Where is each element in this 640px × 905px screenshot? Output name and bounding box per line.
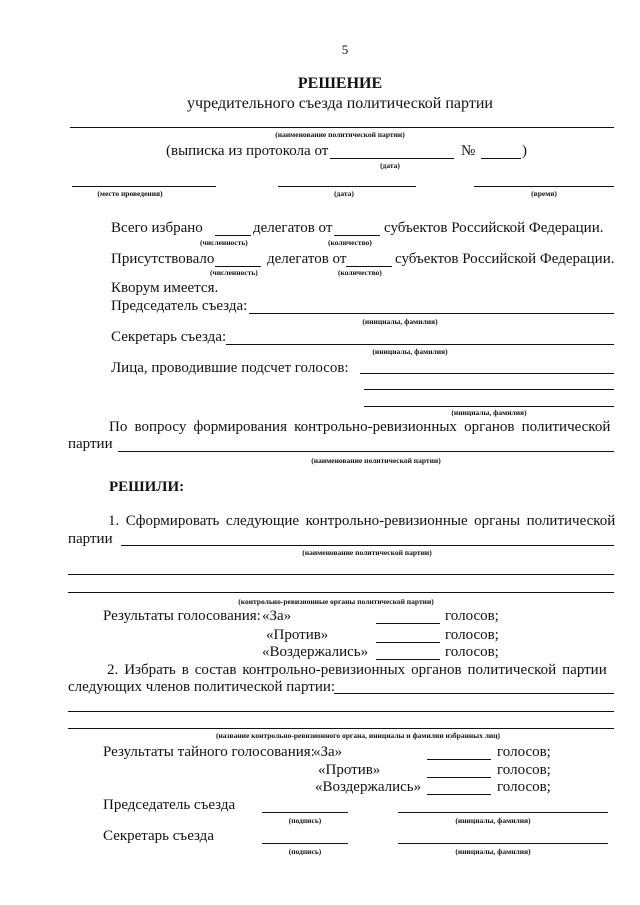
vote-for-label: «За»	[262, 608, 292, 624]
page-number: 5	[341, 42, 349, 57]
hint-place: (место проведения)	[97, 189, 163, 198]
secret-vote-against-line[interactable]	[427, 777, 491, 778]
elected-count-line[interactable]	[215, 235, 251, 236]
item1-bodies-line-2[interactable]	[68, 592, 614, 593]
item2-members-line-2[interactable]	[68, 711, 614, 712]
secret-vote-against-votes: голосов;	[497, 762, 551, 778]
item2-line-2: следующих членов политической партии:	[68, 679, 336, 695]
secretary-signature-line[interactable]	[262, 843, 348, 844]
party-name-line[interactable]	[70, 127, 614, 128]
item2-members-line-1[interactable]	[334, 693, 614, 694]
hint-protocol-date: (дата)	[380, 161, 400, 170]
hint-secretary-signature: (подпись)	[288, 847, 322, 856]
item1-line-1: 1. Сформировать следующие контрольно-ревизионные органы политической	[108, 513, 616, 529]
hint-party-name: (наименование политической партии)	[275, 130, 405, 139]
hint-counters: (инициалы, фамилия)	[451, 408, 527, 417]
item1-line-2: партии	[68, 531, 113, 547]
document-subtitle: учредительного съезда политической партии	[187, 95, 493, 112]
secret-vote-label: Результаты тайного голосования:	[103, 744, 315, 760]
vote-against-label: «Против»	[266, 627, 329, 643]
vote-abstain-votes: голосов;	[445, 644, 499, 660]
hint-elected-count: (численность)	[200, 238, 248, 247]
elected-subjects: субъектов Российской Федерации.	[384, 220, 604, 236]
secretary-line[interactable]	[226, 344, 614, 345]
hint-chairman-initials: (инициалы, фамилия)	[455, 816, 531, 825]
present-label: Присутствовало	[111, 251, 215, 267]
secretary-label: Секретарь съезда:	[111, 329, 227, 345]
chairman-label: Председатель съезда:	[111, 298, 248, 314]
hint-secretary-initials: (инициалы, фамилия)	[455, 847, 531, 856]
hint-question-party: (наименование политической партии)	[311, 456, 441, 465]
present-delegates: делегатов от	[267, 251, 347, 267]
chairman-sign-label: Председатель съезда	[103, 797, 236, 813]
vote-for-votes: голосов;	[445, 608, 499, 624]
elected-subjects-line[interactable]	[334, 235, 380, 236]
secretary-initials-line[interactable]	[398, 843, 608, 844]
hint-body-names: (название контрольно-ревизионного органа, инициалы и фамилии избранных лиц)	[215, 731, 501, 740]
vote-abstain-line[interactable]	[376, 659, 440, 660]
document-title: РЕШЕНИЕ	[297, 75, 383, 92]
hint-audit-bodies: (контрольно-ревизионные органы политической партии)	[238, 597, 434, 606]
chairman-line[interactable]	[249, 313, 614, 314]
time-line[interactable]	[474, 186, 614, 187]
vote-results-label: Результаты голосования:	[103, 608, 261, 624]
question-line-1: По вопросу формирования контрольно-ревизионных органов политической	[109, 419, 611, 435]
vote-against-votes: голосов;	[445, 627, 499, 643]
present-subjects: субъектов Российской Федерации.	[395, 251, 615, 267]
secret-vote-for-line[interactable]	[427, 759, 491, 760]
hint-chairman-signature: (подпись)	[288, 816, 322, 825]
counters-line-2[interactable]	[364, 389, 614, 390]
resolved-heading: РЕШИЛИ:	[109, 479, 185, 495]
elected-delegates: делегатов от	[253, 220, 333, 236]
item1-party-line[interactable]	[121, 545, 614, 546]
secretary-sign-label: Секретарь съезда	[103, 828, 214, 844]
protocol-number-line[interactable]	[481, 158, 521, 159]
extract-label: (выписка из протокола от	[166, 143, 329, 159]
close-paren: )	[522, 143, 527, 159]
question-line-2: партии	[68, 436, 113, 452]
number-sign: №	[461, 143, 476, 159]
secret-vote-for-label: «За»	[313, 744, 343, 760]
hint-date: (дата)	[334, 189, 354, 198]
item2-members-line-3[interactable]	[68, 728, 614, 729]
counters-line-3[interactable]	[364, 406, 614, 407]
chairman-signature-line[interactable]	[262, 812, 348, 813]
date-line[interactable]	[278, 186, 416, 187]
elected-label: Всего избрано	[111, 220, 203, 236]
quorum: Кворум имеется.	[111, 280, 219, 296]
vote-abstain-label: «Воздержались»	[262, 644, 369, 660]
place-line[interactable]	[72, 186, 216, 187]
protocol-date-line[interactable]	[330, 158, 454, 159]
question-party-line[interactable]	[118, 451, 614, 452]
secret-vote-abstain-votes: голосов;	[497, 779, 551, 795]
item1-bodies-line-1[interactable]	[68, 574, 614, 575]
hint-elected-qty: (количество)	[328, 238, 372, 247]
hint-time: (время)	[531, 189, 557, 198]
chairman-initials-line[interactable]	[398, 812, 608, 813]
hint-secretary: (инициалы, фамилия)	[372, 347, 448, 356]
hint-item1-party: (наименование политической партии)	[302, 548, 432, 557]
counters-label: Лица, проводившие подсчет голосов:	[111, 360, 349, 376]
vote-for-line[interactable]	[376, 623, 440, 624]
secret-vote-against-label: «Против»	[318, 762, 381, 778]
secret-vote-abstain-line[interactable]	[427, 794, 491, 795]
present-count-line[interactable]	[215, 266, 261, 267]
secret-vote-for-votes: голосов;	[497, 744, 551, 760]
counters-line-1[interactable]	[360, 373, 614, 374]
present-subjects-line[interactable]	[346, 266, 392, 267]
hint-chairman: (инициалы, фамилия)	[362, 317, 438, 326]
item2-line-1: 2. Избрать в состав контрольно-ревизионных органов политической партии	[107, 662, 607, 678]
hint-present-count: (численность)	[210, 268, 258, 277]
hint-present-qty: (количество)	[338, 268, 382, 277]
secret-vote-abstain-label: «Воздержались»	[315, 779, 422, 795]
vote-against-line[interactable]	[376, 642, 440, 643]
